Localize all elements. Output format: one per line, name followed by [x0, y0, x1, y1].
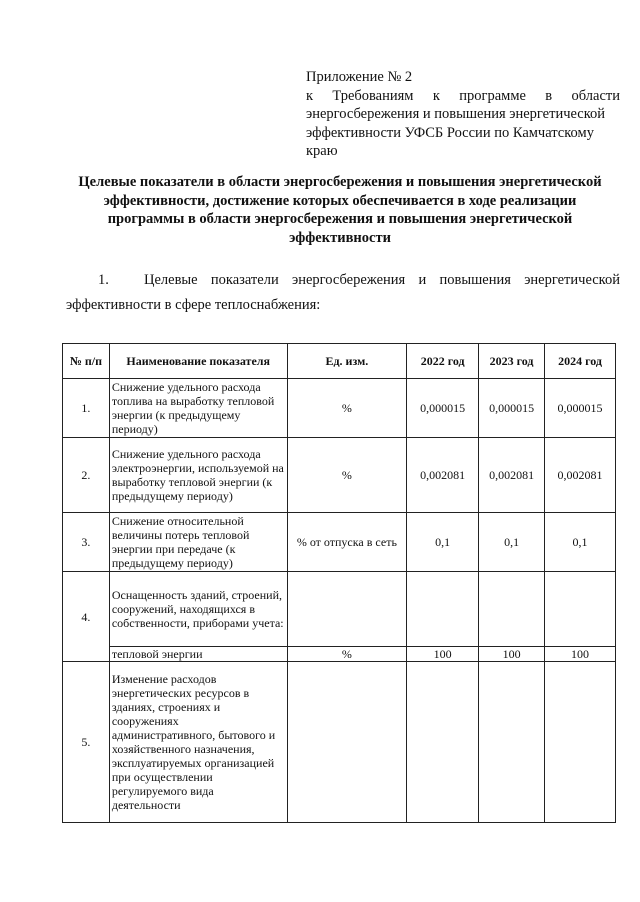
header-2022: 2022 год [407, 344, 479, 379]
row-num: 5. [63, 662, 110, 823]
table-row [63, 513, 616, 572]
row-value-empty [479, 572, 545, 647]
row-value-empty [407, 662, 479, 823]
title-line: программы в области энергосбережения и повышения энергетической [107, 211, 573, 227]
row-value-2022: 100 [407, 647, 479, 662]
row-value-2024: 0,002081 [545, 438, 616, 513]
row-value-empty [479, 662, 545, 823]
row-unit: % [287, 647, 407, 662]
appendix-ref-line: эффективности УФСБ России по Камчатскому [306, 124, 594, 141]
table-row [63, 572, 616, 647]
table-subrow [63, 647, 616, 662]
row-name: Снижение удельного расхода топлива на выработку тепловой энергии (к предыдущему периоду) [109, 379, 287, 438]
header-unit: Ед. изм. [287, 344, 407, 379]
table-row [63, 438, 616, 513]
row-value-2024: 0,000015 [545, 379, 616, 438]
appendix-ref-line: к Требованиям к программе в области [306, 87, 620, 104]
row-num: 3. [63, 513, 110, 572]
header-2023: 2023 год [479, 344, 545, 379]
row-value-2023: 0,002081 [479, 438, 545, 513]
row-name: Снижение удельного расхода электроэнергии, используемой на выработку тепловой энергии (к предыдущему периоду) [109, 438, 287, 513]
table-header-row [63, 344, 616, 379]
row-unit: % [287, 379, 407, 438]
row-num: 4. [63, 572, 110, 662]
row-value-empty [545, 572, 616, 647]
title-line: эффективности [289, 229, 391, 246]
row-value-2022: 0,002081 [407, 438, 479, 513]
row-unit-empty [287, 662, 407, 823]
row-subname: тепловой энергии [109, 647, 287, 662]
document-title [60, 173, 620, 247]
title-line: эффективности, достижение которых обеспечивается в ходе реализации [103, 192, 577, 209]
row-value-2022: 0,000015 [407, 379, 479, 438]
row-value-2024: 100 [545, 647, 616, 662]
row-name: Оснащенность зданий, строений, сооружений, находящихся в собственности, приборами учета: [109, 572, 287, 647]
header-2024: 2024 год [545, 344, 616, 379]
appendix-ref-line: краю [306, 143, 338, 159]
row-value-2023: 0,000015 [479, 379, 545, 438]
paragraph-first-line [66, 268, 620, 293]
header-name: Наименование показателя [109, 344, 287, 379]
header-num: № п/п [63, 344, 110, 379]
paragraph-text: эффективности в сфере теплоснабжения: [66, 297, 321, 313]
indicators-table [62, 343, 616, 823]
paragraph-text: Целевые показатели энергосбережения и повышения энергетической [144, 272, 620, 288]
row-value-empty [407, 572, 479, 647]
row-value-2024: 0,1 [545, 513, 616, 572]
row-num: 1. [63, 379, 110, 438]
appendix-number: Приложение № 2 [306, 69, 413, 85]
row-name: Изменение расходов энергетических ресурсов в зданиях, строениях и сооружениях административного, бытового и хозяйственного назначения, эксплуатируемых организацией при осуществлении регулируемого вида деятельности [109, 662, 287, 823]
section-paragraph [66, 268, 620, 318]
table-row [63, 379, 616, 438]
row-value-2023: 100 [479, 647, 545, 662]
row-unit-empty [287, 572, 407, 647]
table-row [63, 662, 616, 823]
row-unit: % от отпуска в сеть [287, 513, 407, 572]
row-unit: % [287, 438, 407, 513]
row-value-empty [545, 662, 616, 823]
row-num: 2. [63, 438, 110, 513]
row-value-2023: 0,1 [479, 513, 545, 572]
paragraph-number: 1. [98, 272, 109, 288]
row-value-2022: 0,1 [407, 513, 479, 572]
title-line: Целевые показатели в области энергосбережения и повышения энергетической [78, 174, 602, 190]
row-name: Снижение относительной величины потерь тепловой энергии при передаче (к предыдущему периоду) [109, 513, 287, 572]
appendix-header [306, 68, 620, 161]
appendix-ref-line: энергосбережения и повышения энергетической [306, 106, 606, 122]
